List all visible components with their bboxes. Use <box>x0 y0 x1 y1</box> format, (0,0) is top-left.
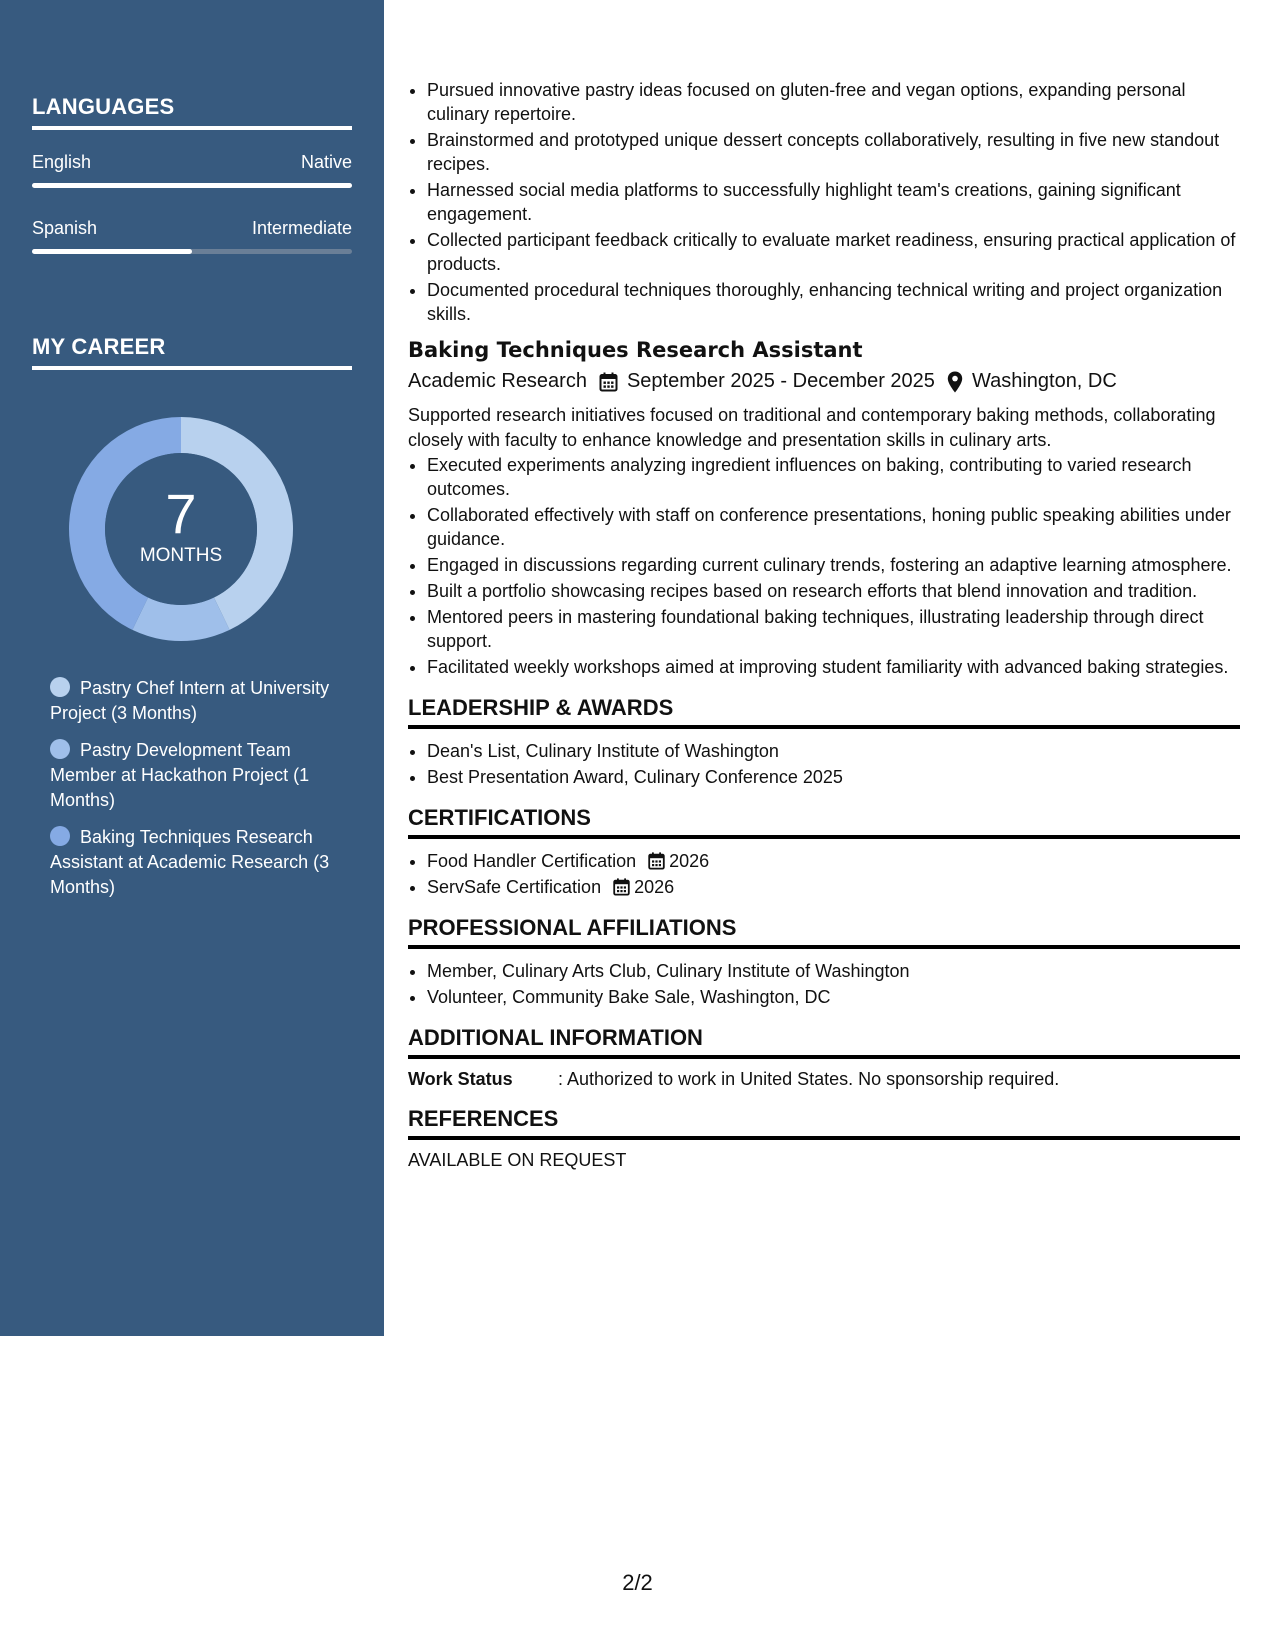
job-organization: Academic Research <box>408 370 587 392</box>
career-section <box>32 334 352 370</box>
certification-year: 2026 <box>669 851 710 871</box>
location-pin-icon <box>947 371 963 393</box>
bullet-item: • Mentored peers in mastering foundational baking techniques, illustrating leadership through direct support. <box>427 605 1240 653</box>
legend-dot-icon <box>50 739 70 759</box>
career-total-unit: MONTHS <box>139 545 223 566</box>
legend-dot-icon <box>50 826 70 846</box>
language-proficiency-fill <box>32 249 192 254</box>
certifications-heading: CERTIFICATIONS <box>408 805 1240 839</box>
languages-section <box>32 94 352 254</box>
work-status-value: : Authorized to work in United States. No sponsorship required. <box>558 1069 1060 1089</box>
donut-center <box>66 414 296 644</box>
job-title: Baking Techniques Research Assistant <box>408 338 863 362</box>
career-legend <box>50 676 340 912</box>
language-name: English <box>32 152 92 172</box>
job-description: Supported research initiatives focused on traditional and contemporary baking methods, collaborating closely with faculty to enhance knowledge and presentation skills in culinary arts. <box>408 405 1216 450</box>
bullet-item: • Harnessed social media platforms to successfully highlight team's creations, gaining significant engagement. <box>427 178 1240 226</box>
languages-heading: LANGUAGES <box>32 94 352 130</box>
affiliations-heading: PROFESSIONAL AFFILIATIONS <box>408 915 1240 949</box>
job-bullets <box>408 453 1240 679</box>
certifications-list <box>408 849 1240 899</box>
language-level: Intermediate <box>251 218 352 238</box>
legend-dot-icon <box>50 677 70 697</box>
bullet-item: • Collaborated effectively with staff on conference presentations, honing public speaking abilities under guidance. <box>427 503 1240 551</box>
affiliation-item: • Member, Culinary Arts Club, Culinary Institute of Washington <box>427 959 1240 983</box>
bullet-item: • Brainstormed and prototyped unique dessert concepts collaboratively, resulting in five new standout recipes. <box>427 128 1240 176</box>
career-total-months: 7 <box>165 482 197 545</box>
career-legend-item <box>50 676 340 726</box>
bullet-item: • Executed experiments analyzing ingredient influences on baking, contributing to varied research outcomes. <box>427 453 1240 501</box>
language-proficiency-bar <box>32 249 352 254</box>
career-legend-item <box>50 825 340 900</box>
certification-item <box>427 849 1240 873</box>
language-level: Native <box>300 152 352 172</box>
career-donut-chart <box>66 414 296 644</box>
certification-name: • Food Handler Certification <box>427 851 637 871</box>
references-text: AVAILABLE ON REQUEST <box>408 1150 627 1170</box>
job-dates: September 2025 - December 2025 <box>626 370 935 392</box>
language-row <box>32 218 352 239</box>
leadership-list <box>408 739 1240 789</box>
leadership-heading: LEADERSHIP & AWARDS <box>408 695 1240 729</box>
sidebar <box>0 0 384 1336</box>
job-location: Washington, DC <box>971 370 1117 392</box>
affiliations-list <box>408 959 1240 1009</box>
calendar-icon <box>648 852 665 870</box>
additional-info-heading: ADDITIONAL INFORMATION <box>408 1025 1240 1059</box>
bullet-item: • Pursued innovative pastry ideas focused on gluten-free and vegan options, expanding personal culinary repertoire. <box>427 78 1240 126</box>
language-proficiency-bar <box>32 183 352 188</box>
certification-year: 2026 <box>634 877 675 897</box>
language-row <box>32 152 352 173</box>
leadership-item: • Best Presentation Award, Culinary Conference 2025 <box>427 765 1240 789</box>
work-status-label: Work Status <box>408 1069 513 1089</box>
leadership-item: • Dean's List, Culinary Institute of Washington <box>427 739 1240 763</box>
certification-item <box>427 875 1240 899</box>
career-heading: MY CAREER <box>32 334 352 370</box>
career-legend-text: Baking Techniques Research Assistant at Academic Research (3 Months) <box>50 827 330 897</box>
references-heading: REFERENCES <box>408 1106 1240 1140</box>
main-content <box>408 78 1240 1171</box>
bullet-item: • Engaged in discussions regarding current culinary trends, fostering an adaptive learning atmosphere. <box>427 553 1240 577</box>
certification-name: • ServSafe Certification <box>427 877 602 897</box>
bullet-item: • Collected participant feedback critically to evaluate market readiness, ensuring practical application of products. <box>427 228 1240 276</box>
page-number: 2/2 <box>622 1570 653 1595</box>
calendar-icon <box>599 372 618 392</box>
bullet-item: • Built a portfolio showcasing recipes based on research efforts that blend innovation and tradition. <box>427 579 1240 603</box>
previous-job-bullets <box>408 78 1240 326</box>
career-legend-item <box>50 738 340 813</box>
language-name: Spanish <box>32 218 98 238</box>
affiliation-item: • Volunteer, Community Bake Sale, Washington, DC <box>427 985 1240 1009</box>
job-meta <box>408 370 1240 393</box>
bullet-item: • Documented procedural techniques thoroughly, enhancing technical writing and project organization skills. <box>427 278 1240 326</box>
career-legend-text: Pastry Chef Intern at University Project (3 Months) <box>50 678 330 723</box>
calendar-icon <box>613 878 630 896</box>
language-proficiency-fill <box>32 183 352 188</box>
career-legend-text: Pastry Development Team Member at Hackathon Project (1 Months) <box>50 740 310 810</box>
bullet-item: • Facilitated weekly workshops aimed at improving student familiarity with advanced baking strategies. <box>427 655 1240 679</box>
work-status-row <box>408 1069 1240 1090</box>
